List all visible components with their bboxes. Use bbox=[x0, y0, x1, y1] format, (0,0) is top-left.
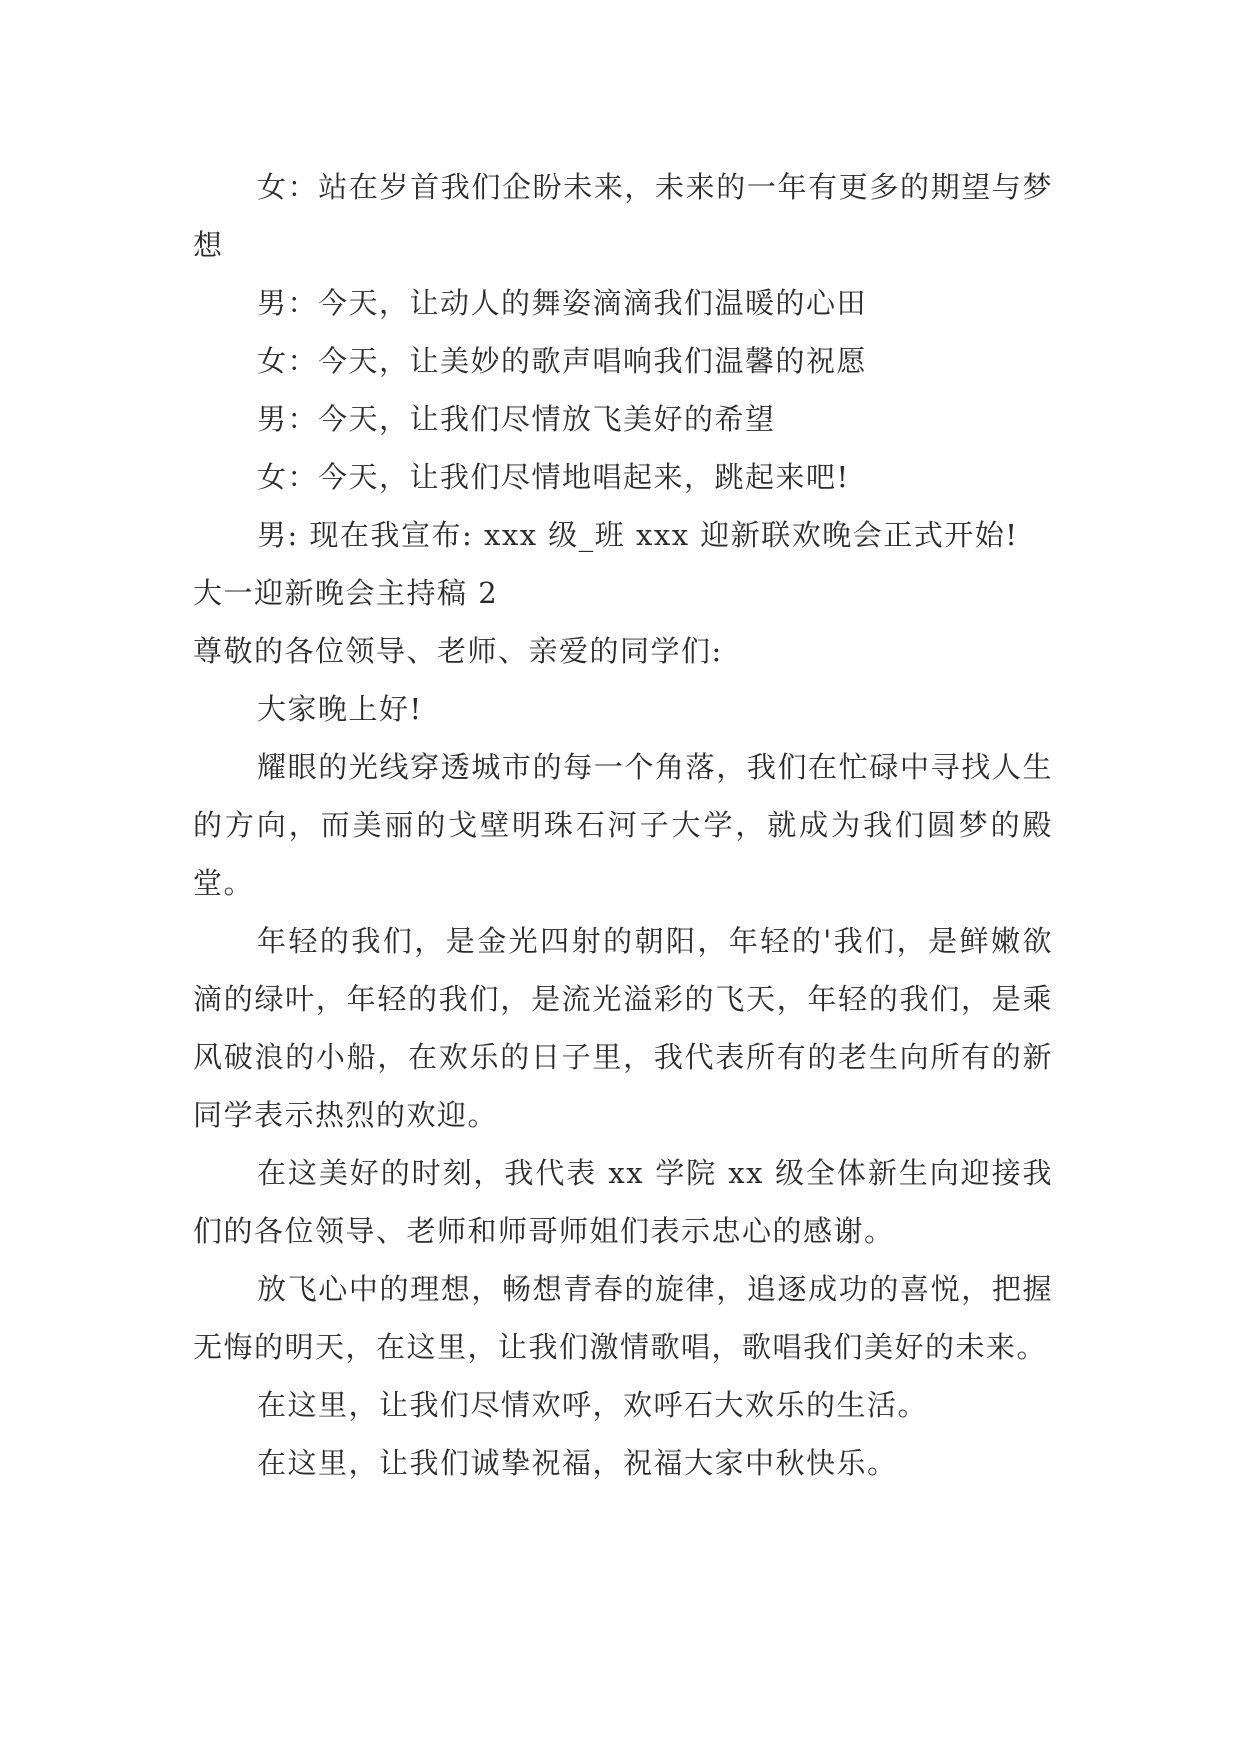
paragraph-female-line-2: 女：今天，让美妙的歌声唱响我们温馨的祝愿 bbox=[257, 344, 868, 378]
paragraph-ideals: 放飞心中的理想，畅想青春的旋律，追逐成功的喜悦，把握无悔的明天，在这里，让我们激情歌唱，歌唱我们美好的未来。 bbox=[193, 1272, 1053, 1364]
paragraph-female-line-1: 女：站在岁首我们企盼未来，未来的一年有更多的期望与梦想 bbox=[193, 170, 1053, 262]
paragraph-male-announcement: 男: 现在我宣布: xxx 级_班 xxx 迎新联欢晚会正式开始! bbox=[257, 518, 1019, 552]
paragraph-cheer: 在这里，让我们尽情欢呼，欢呼石大欢乐的生活。 bbox=[257, 1388, 929, 1422]
greeting: 大家晚上好! bbox=[257, 692, 423, 726]
paragraph-youth: 年轻的我们，是金光四射的朝阳，年轻的'我们，是鲜嫩欲滴的绿叶，年轻的我们，是流光溢彩的飞天，年轻的我们，是乘风破浪的小船，在欢乐的日子里，我代表所有的老生向所有的新同学表示热烈的欢迎。 bbox=[193, 924, 1053, 1132]
section-heading: 大一迎新晚会主持稿 2 bbox=[193, 576, 499, 610]
salutation: 尊敬的各位领导、老师、亲爱的同学们: bbox=[193, 634, 723, 668]
paragraph-male-line-1: 男：今天，让动人的舞姿滴滴我们温暖的心田 bbox=[257, 286, 868, 320]
paragraph-thanks: 在这美好的时刻，我代表 xx 学院 xx 级全体新生向迎接我们的各位领导、老师和师哥师姐们表示忠心的感谢。 bbox=[193, 1156, 1053, 1248]
paragraph-intro: 耀眼的光线穿透城市的每一个角落，我们在忙碌中寻找人生的方向，而美丽的戈壁明珠石河子大学，就成为我们圆梦的殿堂。 bbox=[193, 750, 1053, 900]
paragraph-female-line-3: 女：今天，让我们尽情地唱起来，跳起来吧! bbox=[257, 460, 850, 494]
document-body bbox=[193, 158, 1053, 1492]
paragraph-blessing: 在这里，让我们诚挚祝福，祝福大家中秋快乐。 bbox=[257, 1446, 898, 1480]
paragraph-male-line-2: 男：今天，让我们尽情放飞美好的希望 bbox=[257, 402, 776, 436]
